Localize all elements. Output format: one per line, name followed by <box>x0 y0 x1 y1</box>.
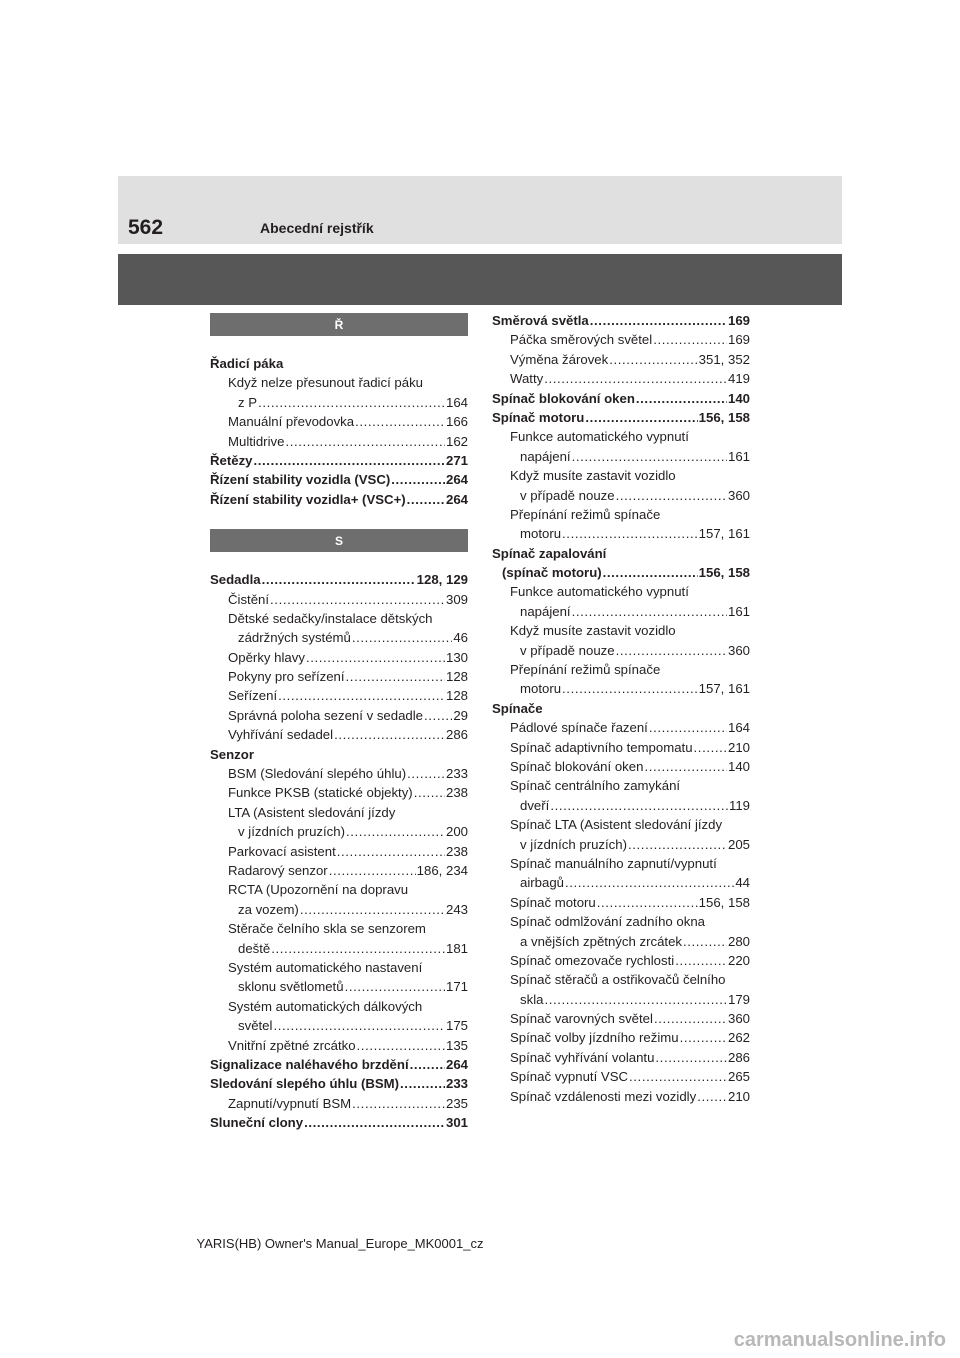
index-term: Sledování slepého úhlu (BSM) <box>210 1076 400 1092</box>
dot-leader <box>654 1009 727 1028</box>
index-entry: Spínače <box>492 700 543 716</box>
index-entry <box>492 524 750 543</box>
index-entry <box>210 590 468 609</box>
index-entry: Funkce automatického vypnutí <box>510 584 689 600</box>
index-entry <box>210 822 468 841</box>
index-entry: Systém automatického nastavení <box>228 959 423 975</box>
page-ref: 301 <box>445 1115 468 1131</box>
index-entry <box>210 725 468 744</box>
dot-leader <box>352 628 452 647</box>
index-entry <box>210 490 468 509</box>
dot-leader <box>407 490 445 509</box>
index-term: Výměna žárovek <box>510 351 609 367</box>
index-term: Směrová světla <box>492 313 589 328</box>
index-term: Parkovací asistent <box>228 843 336 859</box>
dot-leader <box>550 796 728 815</box>
index-entry <box>210 412 468 431</box>
dot-leader <box>334 725 445 744</box>
page-ref: 169 <box>727 313 750 328</box>
page-ref: 156, 158 <box>698 894 750 910</box>
dot-leader <box>585 408 697 427</box>
index-term: Pokyny pro seřízení <box>228 669 345 685</box>
index-entry <box>210 648 468 667</box>
index-entry <box>492 563 750 582</box>
index-entry <box>492 389 750 408</box>
dot-leader <box>414 783 445 802</box>
page-ref: 264 <box>445 472 468 488</box>
index-term: Spínač adaptivního tempomatu <box>510 739 693 755</box>
index-entry <box>492 796 750 815</box>
index-entry <box>210 900 468 919</box>
header-band <box>118 254 842 305</box>
index-entry <box>492 893 750 912</box>
page-ref: 238 <box>445 785 468 801</box>
index-column-left <box>210 311 468 1132</box>
index-term: (spínač motoru) <box>502 565 602 581</box>
page-ref: 360 <box>727 642 750 658</box>
index-entry <box>210 451 468 470</box>
dot-leader <box>565 873 734 892</box>
index-term: v případě nouze <box>520 642 615 658</box>
index-entry <box>492 757 750 776</box>
index-term: BSM (Sledování slepého úhlu) <box>228 766 407 782</box>
index-entry <box>210 1113 468 1132</box>
index-term: napájení <box>520 448 571 464</box>
index-entry <box>210 1094 468 1113</box>
dot-leader <box>345 977 445 996</box>
dot-leader <box>410 1055 445 1074</box>
index-entry <box>492 679 750 698</box>
page-ref: 166 <box>445 414 468 430</box>
index-term: Sluneční clony <box>210 1115 304 1131</box>
index-term: Seřízení <box>228 688 278 704</box>
page-ref: 128, 129 <box>416 572 468 588</box>
page-ref: 286 <box>727 1049 750 1065</box>
page-ref: 128 <box>445 669 468 685</box>
dot-leader <box>346 667 445 686</box>
index-term: Spínač blokování oken <box>492 390 635 406</box>
index-term: Multidrive <box>228 433 285 449</box>
page-ref: 220 <box>727 952 750 968</box>
index-entry <box>210 764 468 783</box>
index-term: Manuální převodovka <box>228 414 355 430</box>
dot-leader <box>697 1087 727 1106</box>
index-term: Radarový senzor <box>228 862 328 878</box>
letter-header: S <box>210 529 468 552</box>
page-ref: 309 <box>445 591 468 607</box>
dot-leader <box>572 602 727 621</box>
dot-leader <box>355 412 445 431</box>
dot-leader <box>675 951 727 970</box>
index-entry <box>210 842 468 861</box>
page-ref: 186, 234 <box>416 862 468 878</box>
dot-leader <box>271 939 445 958</box>
index-entry <box>210 628 468 647</box>
index-term: za vozem) <box>238 901 299 917</box>
index-entry <box>492 932 750 951</box>
dot-leader <box>616 486 727 505</box>
index-entry <box>492 330 750 349</box>
index-term: v jízdních pruzích) <box>238 824 346 840</box>
dot-leader <box>616 641 727 660</box>
index-entry <box>492 1028 750 1047</box>
page-ref: 130 <box>445 649 468 665</box>
index-term: zádržných systémů <box>238 630 351 646</box>
index-entry <box>210 470 468 489</box>
dot-leader <box>597 893 698 912</box>
dot-leader <box>270 590 445 609</box>
index-term: Vyhřívání sedadel <box>228 727 334 743</box>
page-ref: 360 <box>727 487 750 503</box>
dot-leader <box>278 686 445 705</box>
dot-leader <box>400 1074 445 1093</box>
page-ref: 205 <box>727 836 750 852</box>
index-entry <box>492 350 750 369</box>
index-entry <box>210 570 468 589</box>
index-term: Spínač varovných světel <box>510 1011 653 1027</box>
dot-leader <box>391 470 445 489</box>
dot-leader <box>683 932 727 951</box>
index-entry: Přepínání režimů spínače <box>510 506 661 522</box>
index-entry: RCTA (Upozornění na dopravu <box>228 882 409 898</box>
page-ref: 162 <box>445 433 468 449</box>
page-ref: 210 <box>727 739 750 755</box>
page-ref: 286 <box>445 727 468 743</box>
dot-leader <box>653 330 727 349</box>
index-term: Sedadla <box>210 572 261 588</box>
letter-header: Ř <box>210 313 468 336</box>
index-entry <box>210 686 468 705</box>
index-entry <box>210 939 468 958</box>
dot-leader <box>544 369 727 388</box>
page-ref: 265 <box>727 1069 750 1085</box>
page-ref: 210 <box>727 1088 750 1104</box>
index-entry <box>210 861 468 880</box>
dot-leader <box>262 570 416 589</box>
index-entry: Senzor <box>210 746 254 762</box>
footer-text: YARIS(HB) Owner's Manual_Europe_MK0001_cz <box>196 1236 484 1251</box>
index-term: Řízení stability vozidla+ (VSC+) <box>210 491 406 507</box>
page-ref: 140 <box>727 390 750 406</box>
index-entry <box>492 641 750 660</box>
index-entry <box>210 1074 468 1093</box>
index-term: dveří <box>520 797 550 813</box>
index-term: Správná poloha sezení v sedadle <box>228 707 424 723</box>
index-entry <box>210 1016 468 1035</box>
page-ref: 243 <box>445 901 468 917</box>
dot-leader <box>273 1016 445 1035</box>
dot-leader <box>337 842 445 861</box>
dot-leader <box>407 764 445 783</box>
index-entry <box>210 1055 468 1074</box>
index-entry: Systém automatických dálkových <box>228 998 423 1014</box>
index-term: Vnitřní zpětné zrcátko <box>228 1037 356 1053</box>
page-ref: 238 <box>445 843 468 859</box>
index-entry <box>492 1048 750 1067</box>
page-ref: 179 <box>727 991 750 1007</box>
dot-leader <box>424 706 452 725</box>
index-term: Řetězy <box>210 452 253 468</box>
index-entry: Řadicí páka <box>210 356 284 371</box>
page-ref: 164 <box>445 394 468 410</box>
index-term: a vnějších zpětných zrcátek <box>520 933 682 949</box>
dot-leader <box>346 822 445 841</box>
index-entry <box>492 951 750 970</box>
dot-leader <box>562 679 698 698</box>
watermark: carmanualsonline.info <box>733 1329 946 1351</box>
index-term: v případě nouze <box>520 487 615 503</box>
index-entry: Stěrače čelního skla se senzorem <box>228 921 426 937</box>
index-term: motoru <box>520 681 562 697</box>
page-ref: 157, 161 <box>698 526 750 542</box>
index-entry <box>210 1036 468 1055</box>
page-ref: 233 <box>445 1076 468 1092</box>
dot-leader <box>649 718 727 737</box>
index-entry <box>492 311 750 330</box>
index-entry <box>210 706 468 725</box>
index-entry: Funkce automatického vypnutí <box>510 429 689 445</box>
dot-leader <box>352 1094 445 1113</box>
index-entry <box>210 977 468 996</box>
dot-leader <box>680 1028 727 1047</box>
index-term: Watty <box>510 371 544 387</box>
dot-leader <box>285 432 445 451</box>
index-entry <box>492 1067 750 1086</box>
page-ref: 264 <box>445 1056 468 1072</box>
index-term: Čistění <box>228 591 270 607</box>
index-term: Řízení stability vozidla (VSC) <box>210 472 391 488</box>
dot-leader <box>628 835 727 854</box>
index-term: Spínač vyhřívání volantu <box>510 1049 655 1065</box>
page-ref: 46 <box>453 630 468 646</box>
index-entry <box>492 408 750 427</box>
index-entry: Když musíte zastavit vozidlo <box>510 623 676 639</box>
index-entry: Když nelze přesunout řadicí páku <box>228 375 423 391</box>
page-ref: 351, 352 <box>698 351 750 367</box>
index-term: Opěrky hlavy <box>228 649 305 665</box>
index-term: napájení <box>520 603 571 619</box>
page-ref: 200 <box>445 824 468 840</box>
page-ref: 233 <box>445 766 468 782</box>
index-entry: Přepínání režimů spínače <box>510 662 661 678</box>
page-ref: 135 <box>445 1037 468 1053</box>
dot-leader <box>300 900 445 919</box>
page-ref: 264 <box>445 491 468 507</box>
index-entry <box>492 447 750 466</box>
dot-leader <box>636 389 727 408</box>
index-term: Zapnutí/vypnutí BSM <box>228 1095 352 1111</box>
index-term: Funkce PKSB (statické objekty) <box>228 785 413 801</box>
index-entry <box>492 873 750 892</box>
index-term: Spínač vypnutí VSC <box>510 1069 629 1085</box>
dot-leader <box>254 451 445 470</box>
page-ref: 181 <box>445 940 468 956</box>
index-entry <box>492 602 750 621</box>
header-bar <box>118 176 842 244</box>
index-entry: Když musíte zastavit vozidlo <box>510 468 676 484</box>
page-ref: 235 <box>445 1095 468 1111</box>
page-ref: 280 <box>727 933 750 949</box>
index-term: Spínač volby jízdního režimu <box>510 1030 679 1046</box>
index-entry <box>492 990 750 1009</box>
index-entry <box>492 718 750 737</box>
page-ref: 164 <box>727 720 750 736</box>
index-entry: Spínač stěračů a ostřikovačů čelního <box>510 972 726 988</box>
index-term: světel <box>238 1018 273 1034</box>
index-entry: Spínač zapalování <box>492 545 607 561</box>
index-entry: Spínač odmlžování zadního okna <box>510 914 706 930</box>
page-ref: 161 <box>727 603 750 619</box>
index-entry: LTA (Asistent sledování jízdy <box>228 804 396 820</box>
dot-leader <box>329 861 416 880</box>
index-entry <box>210 432 468 451</box>
page-ref: 156, 158 <box>698 565 750 581</box>
index-entry <box>492 369 750 388</box>
page-ref: 29 <box>453 707 468 723</box>
page-ref: 169 <box>727 332 750 348</box>
dot-leader <box>590 311 727 330</box>
index-term: v jízdních pruzích) <box>520 836 628 852</box>
page-title: Abecední rejstřík <box>260 220 374 236</box>
page-ref: 128 <box>445 688 468 704</box>
index-entry <box>492 1009 750 1028</box>
index-entry: Dětské sedačky/instalace dětských <box>228 610 433 626</box>
dot-leader <box>603 563 698 582</box>
index-term: deště <box>238 940 271 956</box>
index-entry: Spínač manuálního zapnutí/vypnutí <box>510 855 717 871</box>
index-term: skla <box>520 991 544 1007</box>
index-entry <box>210 393 468 412</box>
index-entry: Spínač LTA (Asistent sledování jízdy <box>510 817 723 833</box>
dot-leader <box>609 350 697 369</box>
dot-leader <box>572 447 727 466</box>
index-entry <box>492 835 750 854</box>
page-ref: 175 <box>445 1018 468 1034</box>
index-term: Spínač motoru <box>492 409 585 425</box>
index-entry <box>492 738 750 757</box>
index-term: Pádlové spínače řazení <box>510 720 648 736</box>
index-term: Signalizace naléhavého brzdění <box>210 1056 409 1072</box>
index-term: sklonu světlometů <box>238 979 344 995</box>
page-ref: 360 <box>727 1011 750 1027</box>
dot-leader <box>655 1048 727 1067</box>
page-ref: 44 <box>735 875 750 891</box>
index-term: Spínač vzdálenosti mezi vozidly <box>510 1088 697 1104</box>
page-ref: 271 <box>445 452 468 468</box>
page-ref: 140 <box>727 758 750 774</box>
dot-leader <box>544 990 727 1009</box>
page-number: 562 <box>128 216 164 239</box>
index-term: Spínač motoru <box>510 894 596 910</box>
index-term: airbagů <box>520 875 564 891</box>
index-term: Spínač blokování oken <box>510 758 644 774</box>
page-ref: 161 <box>727 448 750 464</box>
index-term: motoru <box>520 526 562 542</box>
index-term: z P <box>238 394 258 410</box>
index-entry: Spínač centrálního zamykání <box>510 778 681 794</box>
index-entry <box>210 783 468 802</box>
dot-leader <box>306 648 445 667</box>
index-entry <box>492 1087 750 1106</box>
dot-leader <box>562 524 698 543</box>
page-ref: 157, 161 <box>698 681 750 697</box>
page-ref: 419 <box>727 371 750 387</box>
dot-leader <box>258 393 445 412</box>
page-ref: 171 <box>445 979 468 995</box>
dot-leader <box>694 738 727 757</box>
dot-leader <box>357 1036 445 1055</box>
dot-leader <box>304 1113 445 1132</box>
dot-leader <box>644 757 727 776</box>
index-entry <box>492 486 750 505</box>
page-ref: 262 <box>727 1030 750 1046</box>
page-ref: 119 <box>728 797 750 813</box>
index-term: Páčka směrových světel <box>510 332 653 348</box>
dot-leader <box>629 1067 727 1086</box>
index-term: Spínač omezovače rychlosti <box>510 952 675 968</box>
index-column-right <box>492 311 750 1106</box>
page-ref: 156, 158 <box>698 409 750 425</box>
index-entry <box>210 667 468 686</box>
